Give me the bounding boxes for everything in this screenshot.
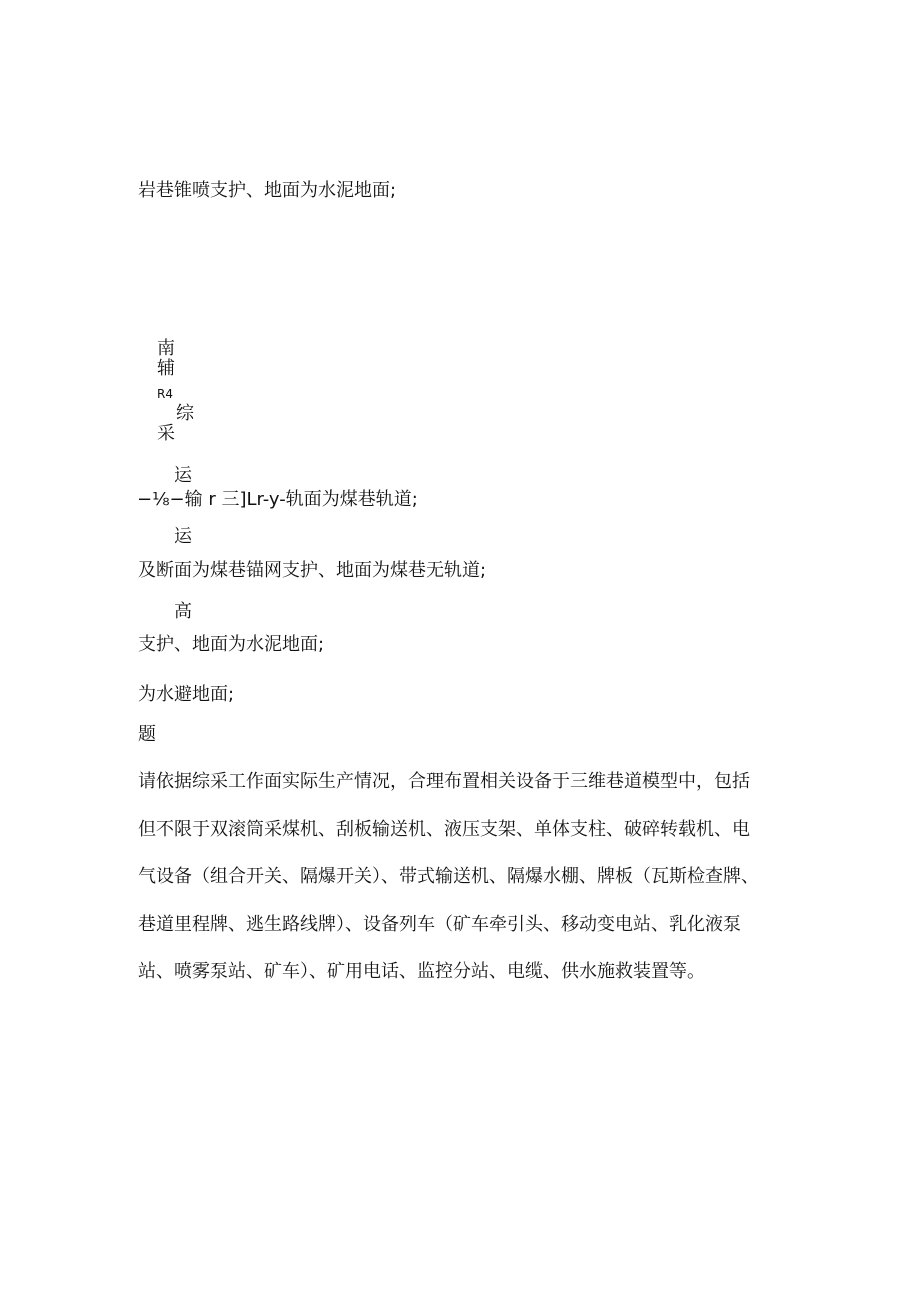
text-line-anchor-net: 及断面为煤巷锚网支护、地面为煤巷无轨道;: [138, 560, 487, 581]
text-line-rock-roadway: 岩巷锥喷支护、地面为水泥地面;: [138, 180, 397, 201]
section-title: 题: [138, 724, 156, 745]
task-paragraph: [138, 758, 788, 996]
vertical-char-fu: 辅: [157, 358, 175, 379]
paragraph-line: 气设备（组合开关、隔爆开关）、带式输送机、隔爆水棚、牌板（瓦斯检查牌、: [138, 866, 759, 887]
heading-char-yun-2: 运: [174, 526, 192, 547]
heading-char-gao: 高: [174, 601, 192, 622]
vertical-fragment-r4: R4: [157, 387, 173, 401]
paragraph-line: 巷道里程牌、逃生路线牌）、设备列车（矿车牵引头、移动变电站、乳化液泵: [138, 913, 741, 935]
paragraph-line: 站、喷雾泵站、矿车）、矿用电话、监控分站、电缆、供水施救装置等。: [138, 961, 705, 982]
text-line-support: 支护、地面为水泥地面;: [138, 634, 325, 655]
vertical-char-zong: 综: [176, 403, 194, 424]
paragraph-line: 但不限于双滚筒采煤机、刮板输送机、液压支架、单体支柱、破碎转载机、电: [138, 818, 750, 840]
paragraph-line: 请依据综采工作面实际生产情况，合理布置相关设备于三维巷道模型中，包括: [138, 771, 750, 792]
text-line-water: 为水避地面;: [138, 684, 235, 705]
vertical-char-nan: 南: [157, 338, 175, 359]
text-line-track: −⅛−输 r 三]Lr-y-轨面为煤巷轨道;: [137, 489, 418, 510]
heading-char-yun-1: 运: [174, 465, 192, 486]
vertical-char-cai: 采: [157, 423, 175, 444]
